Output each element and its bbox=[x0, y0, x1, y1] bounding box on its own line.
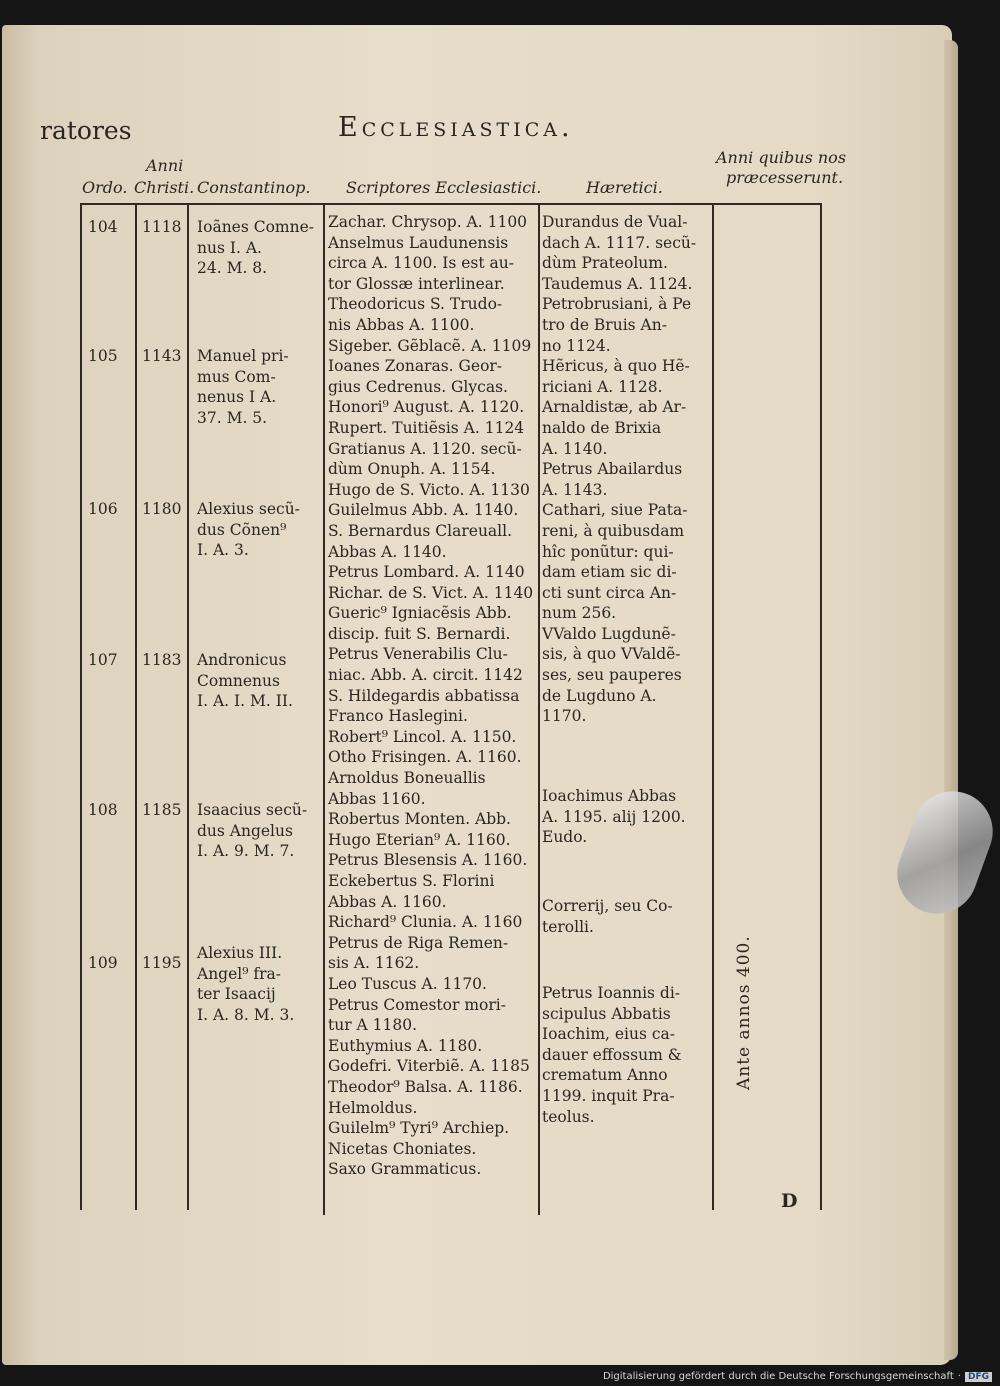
emperor-cell: Alexius secũ- dus Cõnen⁹ I. A. 3. bbox=[197, 500, 300, 560]
text-line: Petrus Comestor mori- bbox=[328, 995, 506, 1014]
col-head-constantinop: Constantinop. bbox=[197, 178, 311, 197]
text-line: Abbas A. 1140. bbox=[328, 542, 447, 561]
text-line: Gueric⁹ Igniacẽsis Abb. bbox=[328, 604, 512, 623]
anno-cell: 1183 bbox=[142, 651, 182, 669]
footer-text: Digitalisierung gefördert durch die Deutsche Forschungsgemeinschaft bbox=[602, 1371, 954, 1382]
haeretici-group bbox=[542, 212, 696, 727]
text-line: Ioachimus Abbas bbox=[542, 787, 677, 805]
anno-cell: 1185 bbox=[142, 801, 182, 819]
running-head: ratores bbox=[40, 116, 132, 145]
text-line: Cathari, siue Pata- bbox=[542, 501, 688, 520]
text-line: num 256. bbox=[542, 604, 617, 623]
text-line: 1170. bbox=[542, 707, 587, 726]
text-line: Arnoldus Boneuallis bbox=[328, 769, 486, 788]
text-line: tur A 1180. bbox=[328, 1016, 418, 1035]
text-line: hîc ponũtur: qui- bbox=[542, 542, 674, 561]
text-line: riciani A. 1128. bbox=[542, 377, 663, 396]
col-head-anni-quibus: Anni quibus nos bbox=[716, 148, 847, 167]
text-line: dùm Onuph. A. 1154. bbox=[328, 460, 496, 479]
dfg-logo: DFG bbox=[965, 1372, 992, 1382]
text-line: Helmoldus. bbox=[328, 1098, 418, 1117]
text-line: Franco Haslegini. bbox=[328, 707, 468, 726]
text-line: Rupert. Tuitiẽsis A. 1124 bbox=[328, 418, 525, 437]
rule-right bbox=[820, 205, 822, 1210]
col-head-christi: Christi. bbox=[134, 178, 195, 197]
text-line: Hẽricus, à quo Hẽ- bbox=[542, 357, 690, 376]
col-head-ordo: Ordo. bbox=[82, 178, 128, 197]
col-head-haeretici: Hæretici. bbox=[586, 178, 663, 197]
text-line: Guilelm⁹ Tyri⁹ Archiep. bbox=[328, 1119, 510, 1138]
ordo-cell: 107 bbox=[88, 651, 118, 669]
text-line: Theodoricus S. Trudo- bbox=[328, 295, 503, 314]
anno-cell: 1118 bbox=[142, 218, 182, 236]
text-line: Arnaldistæ, ab Ar- bbox=[542, 398, 687, 417]
rule-left bbox=[80, 205, 82, 1210]
haeretici-group bbox=[542, 983, 682, 1127]
emperor-cell: Manuel pri- mus Com- nenus I A. 37. M. 5. bbox=[197, 347, 289, 427]
text-line: Petrobrusiani, à Pe bbox=[542, 295, 692, 314]
text-line: nis Abbas A. 1100. bbox=[328, 315, 475, 334]
ordo-cell: 109 bbox=[88, 954, 118, 972]
text-line: sis A. 1162. bbox=[328, 954, 420, 973]
text-line: discip. fuit S. Bernardi. bbox=[328, 624, 511, 643]
text-line: Anselmus Laudunensis bbox=[328, 233, 509, 252]
emperor-cell: Andronicus Comnenus I. A. I. M. II. bbox=[197, 651, 293, 711]
text-line: 1199. inquit Pra- bbox=[542, 1086, 675, 1105]
text-line: Hugo de S. Victo. A. 1130 bbox=[328, 480, 530, 499]
text-line: A. 1143. bbox=[542, 480, 608, 499]
rule-ordo bbox=[135, 205, 137, 1210]
text-line: Euthymius A. 1180. bbox=[328, 1036, 483, 1055]
text-line: terolli. bbox=[542, 917, 594, 936]
text-line: Honori⁹ August. A. 1120. bbox=[328, 398, 525, 417]
header-rule bbox=[80, 203, 822, 205]
text-line: A. 1195. alij 1200. bbox=[542, 807, 686, 826]
anno-cell: 1143 bbox=[142, 347, 182, 365]
text-line: dach A. 1117. secũ- bbox=[542, 233, 697, 252]
text-line: tro de Bruis An- bbox=[542, 315, 667, 334]
page-title: Ecclesiastica. bbox=[338, 112, 574, 143]
footer-credit: Digitalisierung gefördert durch die Deutsche Forschungsgemeinschaft · DFG bbox=[603, 1371, 992, 1382]
text-line: Durandus de Vual- bbox=[542, 213, 688, 231]
scriptores-column bbox=[328, 212, 533, 1180]
text-line: Robert⁹ Lincol. A. 1150. bbox=[328, 727, 517, 746]
signature-mark: D bbox=[781, 1190, 798, 1212]
text-line: reni, à quibusdam bbox=[542, 521, 685, 540]
text-line: Petrus Blesensis A. 1160. bbox=[328, 851, 528, 870]
anni-quibus-value: Ante annos 400. bbox=[734, 935, 754, 1090]
text-line: sis, à quo VValdẽ- bbox=[542, 645, 681, 664]
text-line: A. 1140. bbox=[542, 439, 608, 458]
anno-cell: 1195 bbox=[142, 954, 182, 972]
text-line: circa A. 1100. Is est au- bbox=[328, 254, 514, 273]
text-line: dauer effossum & bbox=[542, 1045, 682, 1064]
text-line: Otho Frisingen. A. 1160. bbox=[328, 748, 522, 767]
text-line: Petrus de Riga Remen- bbox=[328, 933, 509, 952]
text-line: Richar. de S. Vict. A. 1140 bbox=[328, 583, 534, 602]
text-line: Petrus Abailardus bbox=[542, 460, 683, 479]
rule-anno bbox=[187, 205, 189, 1210]
anno-cell: 1180 bbox=[142, 500, 182, 518]
emperor-cell: Ioãnes Comne- nus I. A. 24. M. 8. bbox=[197, 218, 315, 278]
text-line: ses, seu pauperes bbox=[542, 666, 682, 685]
text-line: Correrij, seu Co- bbox=[542, 897, 673, 915]
rule-scriptores bbox=[538, 205, 540, 1215]
col-head-anni: Anni bbox=[146, 156, 184, 175]
text-line: Guilelmus Abb. A. 1140. bbox=[328, 501, 519, 520]
text-line: Abbas A. 1160. bbox=[328, 892, 447, 911]
col-head-praecesserunt: præcesserunt. bbox=[726, 168, 844, 187]
haeretici-group bbox=[542, 786, 686, 848]
text-line: Ioanes Zonaras. Geor- bbox=[328, 357, 503, 376]
text-line: dùm Prateolum. bbox=[542, 254, 668, 273]
text-line: S. Bernardus Clareuall. bbox=[328, 521, 513, 540]
text-line: teolus. bbox=[542, 1107, 595, 1126]
text-line: Eckebertus S. Florini bbox=[328, 872, 495, 890]
text-line: S. Hildegardis abbatissa bbox=[328, 686, 520, 705]
text-line: Sigeber. Gẽblacẽ. A. 1109 bbox=[328, 336, 532, 355]
emperor-cell: Alexius III. Angel⁹ fra- ter Isaacij I. A. 8. M. 3. bbox=[197, 944, 295, 1024]
ordo-cell: 105 bbox=[88, 347, 118, 365]
haeretici-group bbox=[542, 896, 673, 937]
text-line: Gratianus A. 1120. secũ- bbox=[328, 439, 522, 458]
text-line: Hugo Eterian⁹ A. 1160. bbox=[328, 830, 511, 849]
text-line: Godefri. Viterbiẽ. A. 1185 bbox=[328, 1057, 530, 1076]
rule-imp bbox=[323, 205, 325, 1215]
text-line: Saxo Grammaticus. bbox=[328, 1160, 482, 1179]
text-line: Robertus Monten. Abb. bbox=[328, 810, 511, 829]
ordo-cell: 104 bbox=[88, 218, 118, 236]
text-line: Zachar. Chrysop. A. 1100 bbox=[328, 213, 528, 231]
ordo-cell: 106 bbox=[88, 500, 118, 518]
text-line: VValdo Lugdunẽ- bbox=[542, 624, 676, 643]
ordo-cell: 108 bbox=[88, 801, 118, 819]
page-edge bbox=[944, 40, 958, 1360]
text-line: Petrus Ioannis di- bbox=[542, 984, 681, 1002]
text-line: Petrus Venerabilis Clu- bbox=[328, 645, 508, 664]
text-line: tor Glossæ interlinear. bbox=[328, 274, 505, 293]
text-line: crematum Anno bbox=[542, 1066, 668, 1085]
text-line: no 1124. bbox=[542, 336, 611, 355]
text-line: gius Cedrenus. Glycas. bbox=[328, 377, 508, 396]
text-line: naldo de Brixia bbox=[542, 418, 662, 437]
text-line: Taudemus A. 1124. bbox=[542, 274, 693, 293]
text-line: niac. Abb. A. circit. 1142 bbox=[328, 666, 523, 685]
text-line: cti sunt circa An- bbox=[542, 583, 677, 602]
text-line: Eudo. bbox=[542, 828, 588, 847]
text-line: Richard⁹ Clunia. A. 1160 bbox=[328, 913, 523, 932]
text-line: Nicetas Choniates. bbox=[328, 1139, 477, 1158]
text-line: Petrus Lombard. A. 1140 bbox=[328, 563, 525, 582]
emperor-cell: Isaacius secũ- dus Angelus I. A. 9. M. 7. bbox=[197, 801, 308, 861]
col-head-scriptores: Scriptores Ecclesiastici. bbox=[346, 178, 542, 197]
text-line: Abbas 1160. bbox=[328, 789, 426, 808]
text-line: Ioachim, eius ca- bbox=[542, 1025, 676, 1044]
text-line: Leo Tuscus A. 1170. bbox=[328, 974, 487, 993]
text-line: Theodor⁹ Balsa. A. 1186. bbox=[328, 1077, 523, 1096]
text-line: de Lugduno A. bbox=[542, 686, 657, 705]
text-line: scipulus Abbatis bbox=[542, 1004, 671, 1023]
rule-haeretici bbox=[712, 205, 714, 1210]
text-line: dam etiam sic di- bbox=[542, 563, 677, 582]
